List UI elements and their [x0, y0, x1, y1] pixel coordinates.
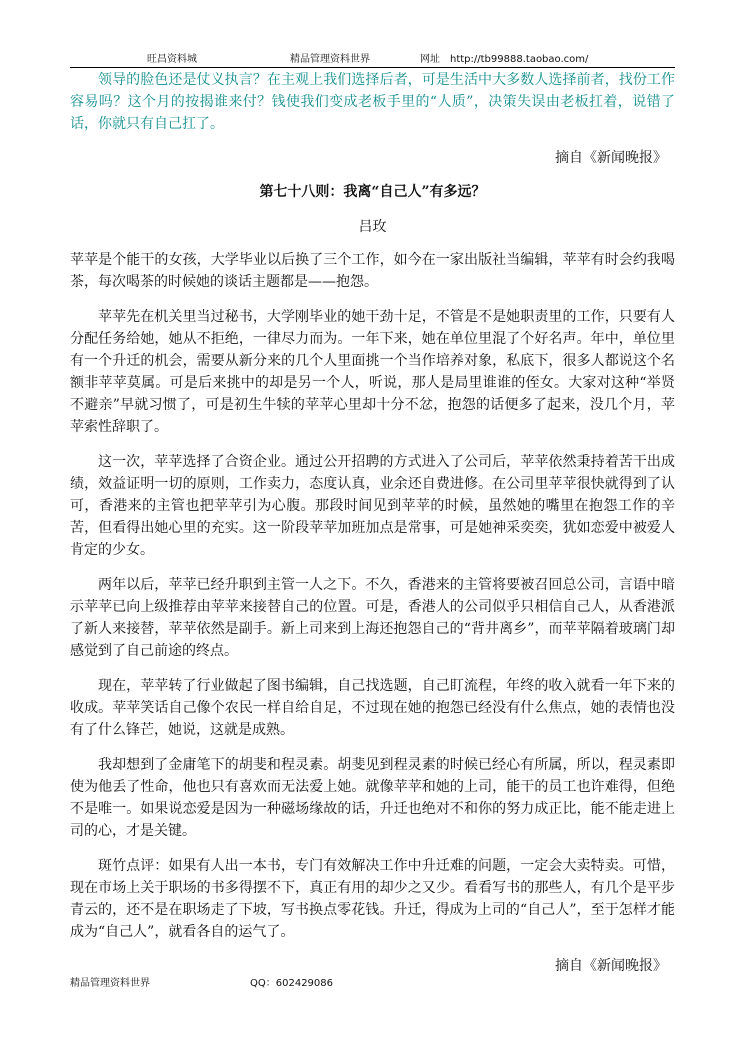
document-body — [70, 69, 675, 977]
article-paragraph-3: 这一次，苹苹选择了合资企业。通过公开招聘的方式进入了公司后，苹苹依然秉持着苦干出成绩，效益证明一切的原则，工作卖力，态度认真，业余还自费进修。在公司里苹苹很快就得到了认可，香港来的主管也把苹苹引为心腹。那段时间见到苹苹的时候，虽然她的嘴里在抱怨工作的辛苦，但看得出她心里的充实。这一阶段苹苹加班加点是常事，可是她神采奕奕，犹如恋爱中被爱人肯定的少女。 — [70, 454, 675, 558]
page-header — [70, 53, 675, 68]
source-citation-1: 摘自《新闻晚报》 — [555, 150, 667, 166]
article-paragraph-4: 两年以后，苹苹已经升职到主管一人之下。不久，香港来的主管将要被召回总公司，言语中暗示苹苹已向上级推荐由苹苹来接替自己的位置。可是，香港人的公司似乎只相信自己人，从香港派了新人来接替，苹苹依然是副手。新上司来到上海还抱怨自己的“背井离乡”，而苹苹隔着玻璃门却感觉到了自己前途的终点。 — [70, 577, 675, 659]
header-site-name: 旺昌资料城 — [147, 54, 197, 65]
article-paragraph-6: 我却想到了金庸笔下的胡斐和程灵素。胡斐见到程灵素的时候已经心有所属，所以，程灵素即使为他丢了性命，他也只有喜欢而无法爱上她。就像苹苹和她的上司，能干的员工也许难得，但绝不是唯一。如果说恋爱是因为一种磁场缘故的话，升迁也绝对不和你的努力成正比，能不能走进上司的心，才是关键。 — [70, 757, 675, 839]
footer-qq: QQ：602429086 — [250, 978, 334, 989]
header-world-name: 精品管理资料世界 — [290, 54, 370, 65]
article-paragraph-1: 苹苹是个能干的女孩，大学毕业以后换了三个工作，如今在一家出版社当编辑，苹苹有时会约我喝茶，每次喝茶的时候她的谈话主题都是——抱怨。 — [70, 252, 675, 290]
article-paragraph-7: 斑竹点评：如果有人出一本书，专门有效解决工作中升迁难的问题，一定会大卖特卖。可惜，现在市场上关于职场的书多得摆不下，真正有用的却少之又少。看看写书的那些人，有几个是平步青云的，还不是在职场走了下坡，写书换点零花钱。升迁，得成为上司的“自己人”，至于怎样才能成为“自己人”，就看各自的运气了。 — [70, 858, 675, 940]
source-citation-2: 摘自《新闻晚报》 — [555, 958, 667, 974]
footer-world-name: 精品管理资料世界 — [70, 978, 150, 989]
article-author: 吕玫 — [358, 219, 387, 235]
header-url[interactable]: 网址 http://tb99888.taobao.com/ — [420, 54, 589, 65]
article-paragraph-5: 现在，苹苹转了行业做起了图书编辑，自己找选题，自己盯流程，年终的收入就看一年下来的收成。苹苹笑话自己像个农民一样自给自足，不过现在她的抱怨已经没有什么焦点，她的表情也没有了什么锋芒，她说，这就是成熟。 — [70, 678, 675, 738]
article-paragraph-2: 苹苹先在机关里当过秘书，大学刚毕业的她干劲十足，不管是不是她职责里的工作，只要有人分配任务给她，她从不拒绝，一律尽力而为。一年下来，她在单位里混了个好名声。年中，单位里有一个升迁的机会，需要从新分来的几个人里面挑一个当作培养对象，私底下，很多人都说这个名额非苹苹莫属。可是后来挑中的却是另一个人，听说，那人是局里谁谁的侄女。大家对这种“举贤不避亲”早就习惯了，可是初生牛犊的苹苹心里却十分不忿，抱怨的话便多了起来，没几个月，苹苹索性辞职了。 — [70, 309, 675, 435]
article-title: 第七十八则：我离“自己人”有多远？ — [259, 184, 486, 200]
intro-paragraph: 领导的脸色还是仗义执言？在主观上我们选择后者，可是生活中大多数人选择前者，找份工作容易吗？这个月的按揭谁来付？钱使我们变成老板手里的“人质”，决策失误由老板扛着，说错了话，你就只有自己扛了。 — [70, 72, 675, 132]
